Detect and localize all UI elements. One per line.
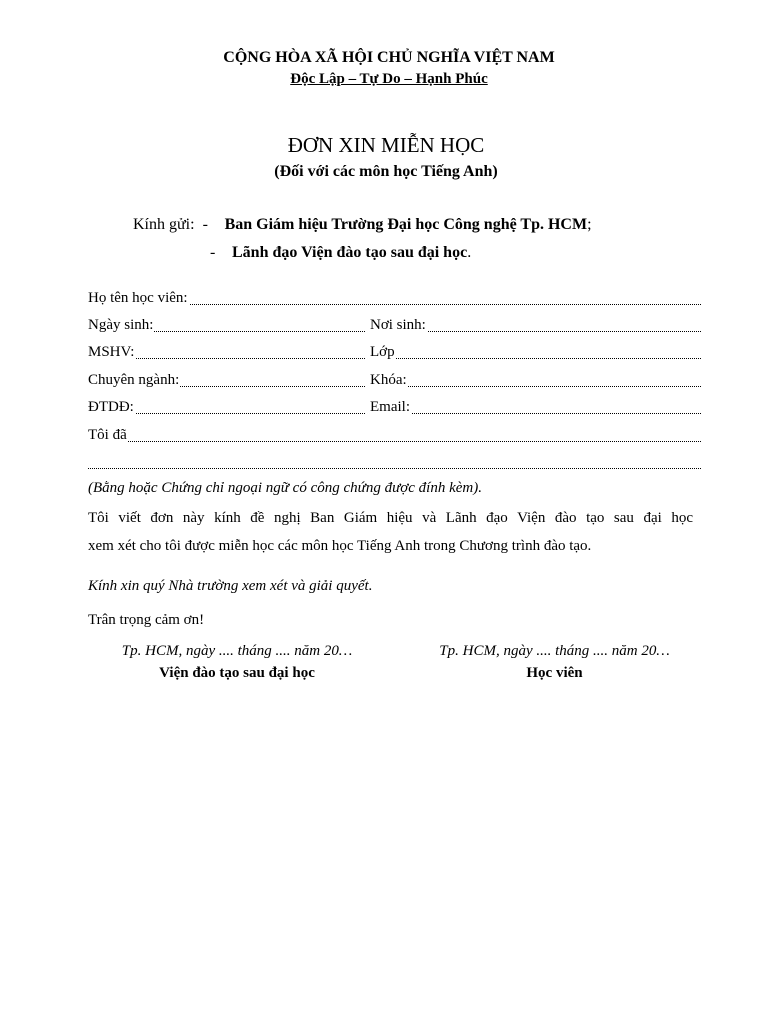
recipient-line-2-suffix: . <box>467 244 472 261</box>
course-field[interactable] <box>370 370 701 390</box>
recipient-line-1 <box>133 216 592 234</box>
recipient-institute-leadership: Lãnh đạo Viện đào tạo sau đại học <box>232 244 468 261</box>
student-id-field[interactable] <box>88 342 365 362</box>
request-line-1: Tôi viết đơn này kính đề nghị Ban Giám hiệu và Lãnh đạo Viện đào tạo sau đại học <box>88 510 693 526</box>
student-date-line: Tp. HCM, ngày .... tháng .... năm 20… <box>439 643 670 659</box>
phone-label: ĐTDĐ: <box>88 399 134 415</box>
course-dotted-line <box>370 386 701 387</box>
attachment-note: (Bằng hoặc Chứng chỉ ngoại ngữ có công chứng được đính kèm). <box>88 480 482 496</box>
major-label: Chuyên ngành: <box>88 372 180 388</box>
course-label: Khóa: <box>370 372 407 388</box>
reason-label: Tôi đã <box>88 427 127 443</box>
email-field[interactable] <box>370 397 701 417</box>
birth-place-field[interactable] <box>370 315 701 335</box>
recipient-line-2 <box>210 244 471 262</box>
thanks-sentence: Trân trọng cảm ơn! <box>88 612 205 628</box>
reason-field[interactable] <box>88 425 701 445</box>
request-paragraph <box>88 504 693 560</box>
form-subtitle: (Đối với các môn học Tiếng Anh) <box>274 163 498 180</box>
recipient-dash-1: - <box>202 216 208 233</box>
reason-dotted-line <box>88 441 701 442</box>
full-name-label: Họ tên học viên: <box>88 290 188 306</box>
institute-role: Viện đào tạo sau đại học <box>159 665 315 681</box>
student-id-label: MSHV: <box>88 344 135 360</box>
class-label: Lớp <box>370 344 395 360</box>
birth-date-field[interactable] <box>88 315 365 335</box>
form-title: ĐƠN XIN MIỄN HỌC <box>287 133 485 157</box>
email-dotted-line <box>370 413 701 414</box>
recipient-label: Kính gửi: <box>133 216 195 233</box>
institute-signature-block <box>95 643 379 682</box>
reason-continuation-dotted-line <box>88 468 701 469</box>
major-field[interactable] <box>88 370 365 390</box>
phone-field[interactable] <box>88 397 365 417</box>
reason-continuation-field[interactable] <box>88 452 701 472</box>
email-label: Email: <box>370 399 410 415</box>
student-role: Học viên <box>526 665 583 681</box>
class-dotted-line <box>370 358 701 359</box>
student-signature-block <box>416 643 693 682</box>
national-motto: Độc Lập – Tự Do – Hạnh Phúc <box>290 71 488 87</box>
recipient-line-1-suffix: ; <box>587 216 592 233</box>
birth-place-label: Nơi sinh: <box>370 317 426 333</box>
institute-date-line: Tp. HCM, ngày .... tháng .... năm 20… <box>121 643 353 659</box>
nation-heading: CỘNG HÒA XÃ HỘI CHỦ NGHĨA VIỆT NAM <box>223 49 555 66</box>
recipient-dash-2: - <box>210 244 216 261</box>
class-field[interactable] <box>370 342 701 362</box>
birth-date-label: Ngày sinh: <box>88 317 154 333</box>
closing-sentence: Kính xin quý Nhà trường xem xét và giải quyết. <box>88 578 373 594</box>
recipient-school-board: Ban Giám hiệu Trường Đại học Công nghệ Tp. HCM <box>224 216 588 233</box>
request-line-2: xem xét cho tôi được miễn học các môn học Tiếng Anh trong Chương trình đào tạo. <box>88 538 592 554</box>
full-name-field[interactable] <box>88 288 701 308</box>
